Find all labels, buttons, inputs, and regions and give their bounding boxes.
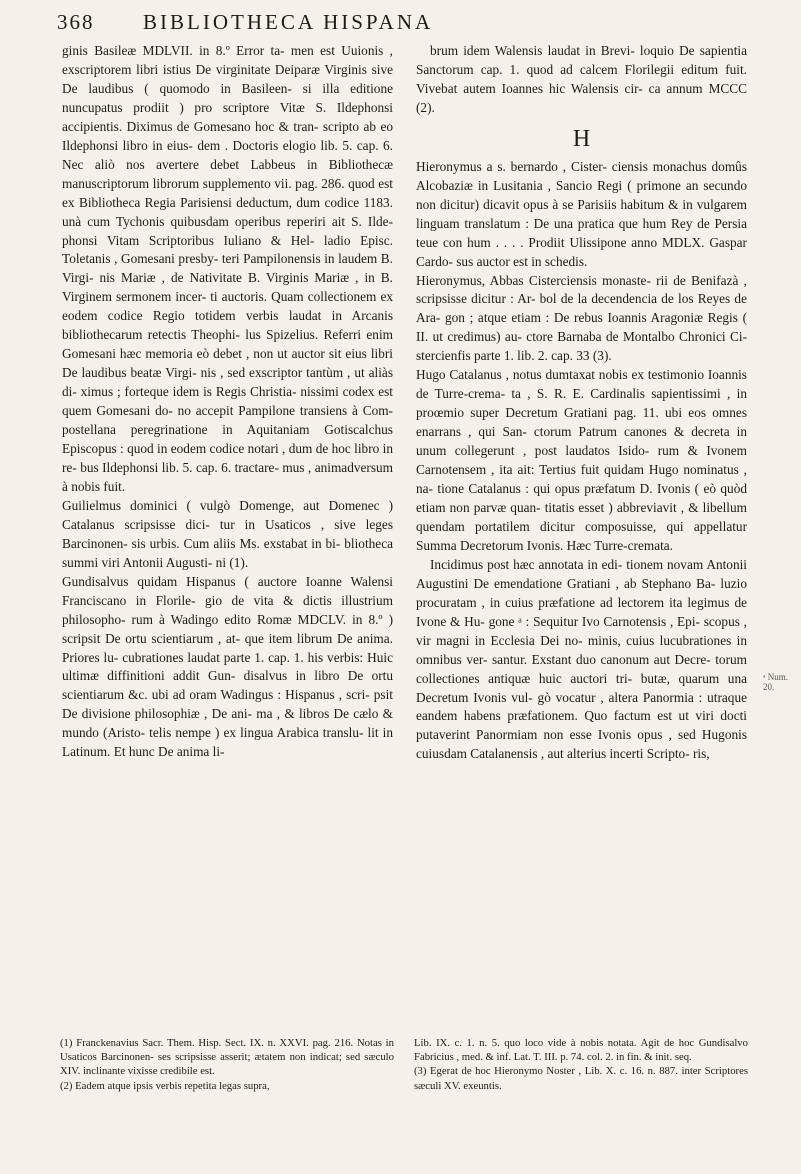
running-header (57, 10, 767, 40)
right-paragraph-incidimus: Incidimus post hæc annotata in edi- tionem novam Antonii Augustini De emendatione Gratiani , ab Stephano Ba- luzio procuratam , in cuius præfatione ad lectorem ita legimus de Ivone & Hu- gone ᵃ : Sequitur Ivo Carnotensis , Epi- scopus , vir magni in Ecclesia Dei no- minis, cuius lucubrationes in omnibus ver- santur. Exstant duo canonum aut Decre- torum collectiones antiquæ huic auctori tri- butæ, quarum una Decretum Ivonis vul- gò vocatur , altera Panormia : utraque eandem habens præfationem. Quo factum est ut viri docti putaverint Panormiam non esse Ivonis opus , sed Hugonis cuiusdam Catalanensis , aut alterius incerti Scripto- ris, (416, 556, 747, 762)
right-paragraph-hieronymus-abbas: Hieronymus, Abbas Cisterciensis monaste- rii de Benifazà , scripsisse dicitur : Ar- bol de la decendencia de los Reyes de Ara- gon ; atque etiam : De rebus Ioannis Aragoniæ Regis ( II. ut credimus) au- ctore Barnaba de Montalbo Chronici Ci- stercienfis parte 1. lib. 2. cap. 33 (3). (416, 272, 747, 364)
margin-note: ᵃ Num. 20. (763, 672, 788, 692)
left-paragraph-1: ginis Basileæ MDLVII. in 8.º Error ta- men est Uuionis , exscriptorem libri istius De virginitate Deiparæ Virginis sive De laudibus ( quomodo in Basileen- si illa editione nuncupatus prodiit ) pro scriptore Vitæ S. Ildephonsi accipientis. Diximus de Gomesano hoc & tran- scripto ab eo Ildephonsi libro in eius- dem . Doctoris elogio lib. 5. cap. 6. Nec aliò nos avertere debet Labbeus in Bibliothecæ manuscriptorum librorum supplemento vii. pag. 286. quod est ex Bibliotheca Regia Parisiensi deductum, dum codice 1183. unà cum Tychonis quibusdam operibus reperiri ait S. Ilde- phonsi Vitam Scriptoribus Iuliano & Hel- ladio Episc. Toletanis , Gomesani presby- teri Pampilonensis in laudem B. Virgi- nis Mariæ , de Nativitate B. Virginis Mariæ , in B. Virginem sermonem incer- ti auctoris. Quam collectionem ex eodem codice Regio totidem verbis laudat in Arcanis bibliothecarum retectis Theophi- lus Spizelius. Referri enim Gomesani hæc memoria eò debet , non ut auctor sit eius libri De laudibus beatæ Virgi- nis , sed exscriptor tantùm , ut aliàs di- ximus ; forteque idem is Regis Christia- nissimi codex est quem Gomesani do- no accepit Pampilone transiens à Com- postellana peregrinatione in Aquitaniam Gotiscalchus Episcopus : quod in eodem codice notari , dum de hoc libro in re- bus Ildephonsi lib. 5. cap. 6. tractare- mus , animadversum à nobis fuit. (62, 43, 393, 494)
footnote-2: (2) Eadem atque ipsis verbis repetita legas supra, (60, 1079, 270, 1092)
right-column (416, 42, 747, 764)
footnote-1: (1) Franckenavius Sacr. Them. Hisp. Sect. IX. n. XXVI. pag. 216. Notas in Usaticos Barcinonen- ses scripsisse asserit; ætatem non indicat; sed sæculo XIV. inclinante vixisse credibile est. (60, 1037, 394, 1078)
footnote-3: (3) Egerat de hoc Hieronymo Noster , Lib. X. c. 16. n. 887. inter Scriptores sæculi XV. exeuntis. (414, 1065, 748, 1092)
page-number: 368 (57, 10, 95, 34)
footnote-2-cont: Lib. IX. c. 1. n. 5. quo loco vide à nobis notata. Agit de hoc Gundisalvo Fabricius , med. & inf. Lat. T. III. p. 74. col. 2. in fin. & init. seq. (414, 1037, 748, 1064)
left-column (62, 42, 393, 762)
footnotes-left (60, 1036, 394, 1093)
left-paragraph-gundisalvus: Gundisalvus quidam Hispanus ( auctore Ioanne Walensi Franciscano in Florile- gio de vita & dictis illustrium philosopho- rum à Wadingo edito Romæ MDCLV. in 8.º ) scripsit De ortu scientiarum , at- que item librum De anima. Priores lu- cubrationes laudat parte 1. cap. 1. his verbis: Huic ultimæ diffinitioni addit Gun- disalvus in libro De ortu scientiarum &c. ubi ad oram Wadingus : Hispanus , scri- psit De divisione philosophiæ , De ani- ma , & libros De cælo & mundo (Aristo- telis nempe ) ex lingua Arabica translu- lit in Latinum. Et hunc De anima li- (62, 573, 393, 760)
section-letter-heading: H (572, 125, 591, 152)
running-title: BIBLIOTHECA HISPANA (143, 10, 434, 34)
left-paragraph-guilielmus: Guilielmus dominici ( vulgò Domenge, aut Domenec ) Catalanus scripsisse dici- tur in Usaticos , sive leges Barcinonen- sis urbis. Cum aliis Ms. exstabat in bi- bliotheca summi viri Antonii Augusti- ni (1). (62, 497, 393, 570)
footnotes-right (414, 1036, 748, 1093)
right-paragraph-hieronymus-bernardo: Hieronymus a s. bernardo , Cister- ciensis monachus domûs Alcobaziæ in Lusitania , Sancio Regi ( primone an secundo non dicitur) dicavit opus à se Parisiis habitum & in vulgarem linguam translatum : De una pratica que hum Rey de Persia teue con hum . . . . Prodiit Ulissipone anno MDLX. Gaspar Cardo- sus auctor est in schedis. (416, 158, 747, 269)
right-paragraph-hugo: Hugo Catalanus , notus dumtaxat nobis ex testimonio Ioannis de Turre-crema- ta , S. R. E. Cardinalis sapientissimi , in proœmio super Decretum Gratiani pag. 11. ubi eos omnes enarrans , qui San- ctorum Patrum canones & decreta in unum collegerunt , post laudatos Isido- rum & Ivonem Carnotensem , ita ait: Tertius fuit quidam Hugo nominatus , na- tione Catalanus : qui opus præfatum D. Ivonis ( eò quòd etiam non parvæ quan- titatis esset ) abbreviavit , & libellum quendam portatilem dicitur composuisse, qui appellatur Summa Decretorum Ivonis. Hæc Turre-cremata. (416, 367, 747, 553)
right-intro: brum idem Walensis laudat in Brevi- loquio De sapientia Sanctorum cap. 1. quod ad calcem Florilegii editum fuit. Vivebat autem Ioannes hic Walensis cir- ca annum MCCC (2). (416, 43, 747, 115)
